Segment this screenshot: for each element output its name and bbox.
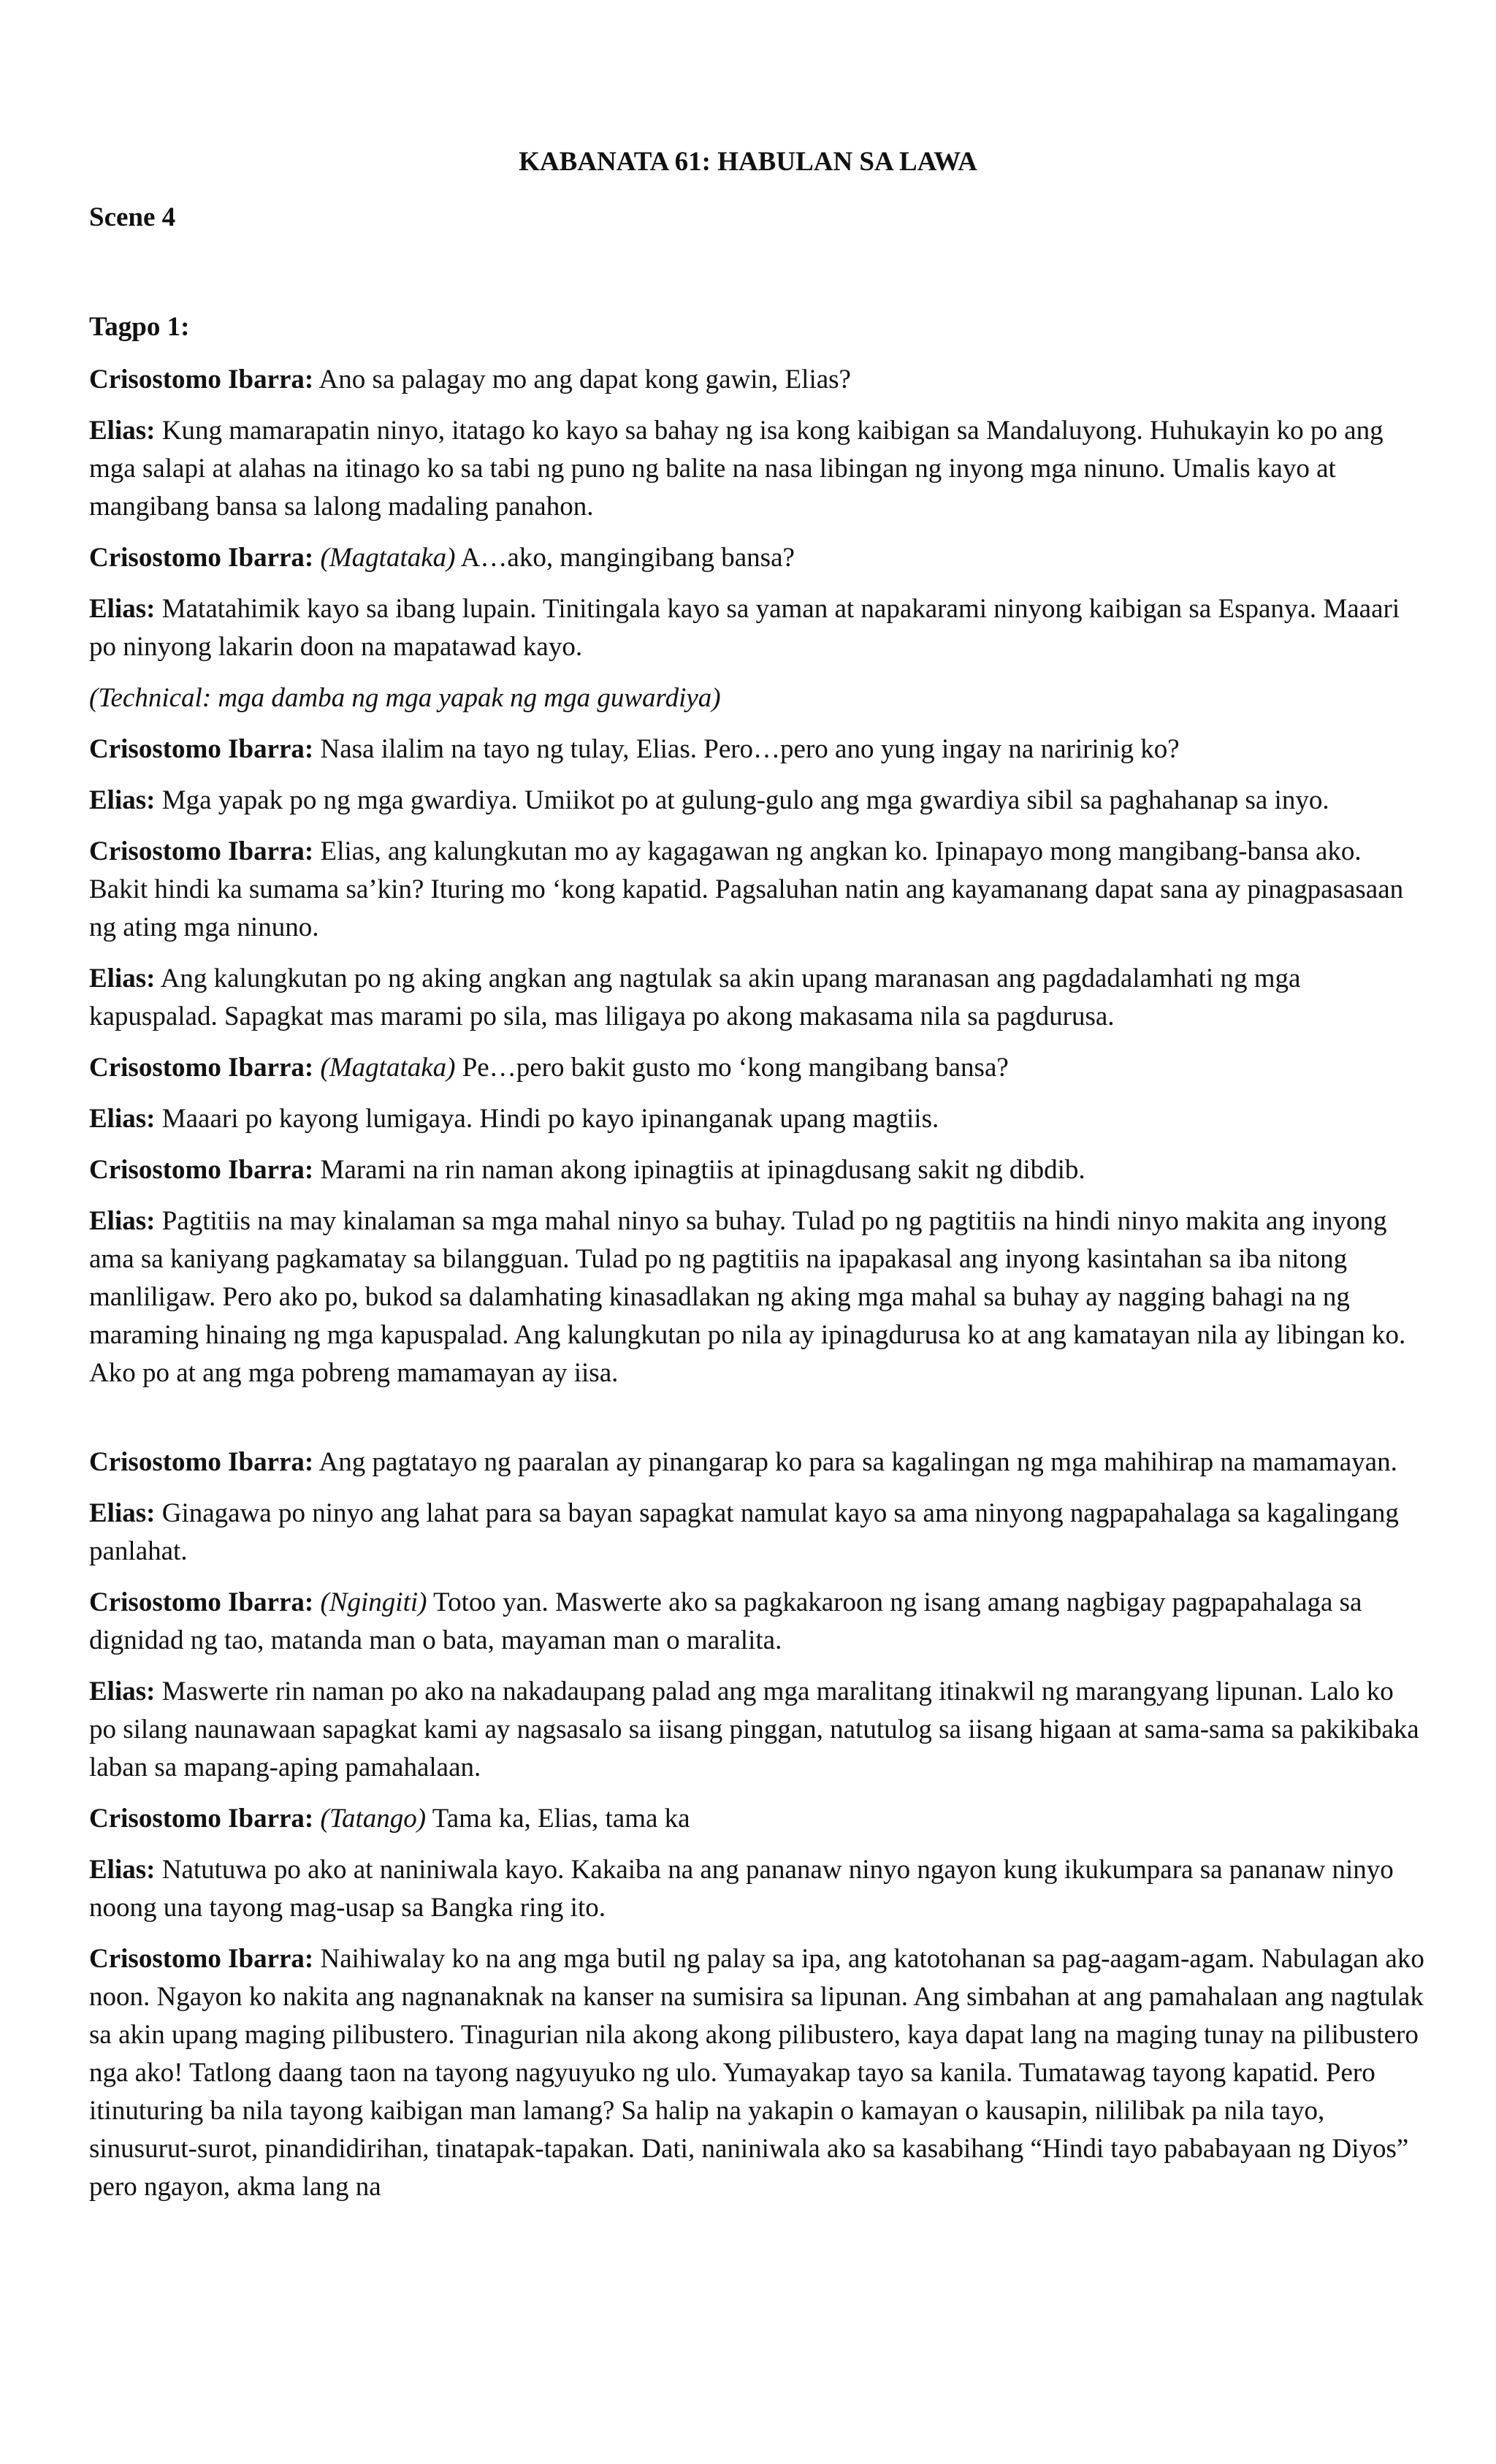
dialogue-text: Matatahimik kayo sa ibang lupain. Tinitingala kayo sa yaman at napakarami ninyong kaibigan sa Espanya. Maaari po ninyong lakarin doon na mapatawad kayo. [89,594,1400,662]
tagpo-label: Tagpo 1: [89,312,190,342]
dialogue-line [89,1940,1426,2206]
dialogue-text: Ano sa palagay mo ang dapat kong gawin, Elias? [313,365,851,394]
dialogue-text: Pe…pero bakit gusto mo ‘kong mangibang bansa? [455,1053,1009,1083]
scene-label: Scene 4 [89,202,176,232]
dialogue-line [89,590,1426,666]
speaker-name: Crisostomo Ibarra: [89,1447,314,1477]
speaker-name: Crisostomo Ibarra: [89,1944,314,1974]
technical-note: (Technical: mga damba ng mga yapak ng mga guwardiya) [89,683,721,713]
dialogue-line [89,1151,1426,1189]
speaker-name: Elias: [89,594,156,624]
dialogue-text: Maaari po kayong lumigaya. Hindi po kayo ipinanganak upang magtiis. [155,1104,939,1134]
dialogue-text: Kung mamarapatin ninyo, itatago ko kayo sa bahay ng isa kong kaibigan sa Mandaluyong. Huhukayin ko po ang mga salapi at alahas na itinago ko sa tabi ng puno ng balite na nasa libingan ng inyong mga ninuno. Umalis kayo at mangibang bansa sa lalong madaling panahon. [89,416,1384,522]
stage-direction: (Ngingiti) [320,1587,427,1617]
dialogue-text: Nasa ilalim na tayo ng tulay, Elias. Pero…pero ano yung ingay na naririnig ko? [313,734,1180,764]
dialogue-line [89,1495,1426,1571]
dialogue-text: Ang kalungkutan po ng aking angkan ang nagtulak sa akin upang maranasan ang pagdadalamhati ng mga kapuspalad. Sapagkat mas marami po sila, mas liligaya po akong makasama nila sa pagdurusa. [89,964,1301,1031]
dialogue-line [89,1049,1426,1087]
script-body [89,308,1426,2219]
dialogue-text: Naihiwalay ko na ang mga butil ng palay sa ipa, ang katotohanan sa pag-aagam-agam. Nabulagan ako noon. Ngayon ko nakita ang nagnanaknak na kanser na sumisira sa lipunan. Ang simbahan at ang pamahalaan ang nagtulak sa akin upang maging pilibustero. Tinagurian nila akong akong pilibustero, kaya dapat lang na maging tunay na pilibustero nga ako! Tatlong daang taon na tayong nagyuyuko ng ulo. Yumayakap tayo sa kanila. Tumatawag tayong kapatid. Pero itinuturing ba nila tayong kaibigan man lamang? Sa halip na yakapin o kamayan o kausapin, nililibak pa nila tayo, sinusurut-surot, pinandidirihan, tinatapak-tapakan. Dati, naniniwala ako sa kasabihang “Hindi tayo pababayaan ng Diyos” pero ngayon, akma lang na [89,1944,1424,2202]
speaker-name: Crisostomo Ibarra: [89,1155,314,1185]
stage-direction: (Magtataka) [320,543,456,573]
speaker-name: Elias: [89,964,156,993]
dialogue-line [89,1851,1426,1927]
dialogue-line [89,1800,1426,1838]
dialogue-line [89,1100,1426,1138]
speaker-name: Elias: [89,785,156,815]
stage-direction: (Tatango) [320,1804,427,1834]
dialogue-line [89,412,1426,526]
dialogue-text: Ang pagtatayo ng paaralan ay pinangarap ko para sa kagalingan ng mga mahihirap na mamamayan. [313,1447,1397,1477]
speaker-name: Crisostomo Ibarra: [89,365,314,394]
dialogue-text: Tama ka, Elias, tama ka [426,1804,690,1834]
speaker-name: Crisostomo Ibarra: [89,734,314,764]
dialogue-line [89,960,1426,1036]
speaker-name: Elias: [89,1498,156,1528]
dialogue-line [89,731,1426,768]
speaker-name: Crisostomo Ibarra: [89,836,314,866]
dialogue-text: Totoo yan. Maswerte ako sa pagkakaroon ng isang amang nagbigay pagpapahalaga sa dignidad ng tao, matanda man o bata, mayaman man o maralita. [89,1587,1362,1655]
dialogue-line [89,539,1426,577]
dialogue-line [89,1673,1426,1787]
dialogue-text: Elias, ang kalungkutan mo ay kagagawan ng angkan ko. Ipinapayo mong mangibang-bansa ako. Bakit hindi ka sumama sa’kin? Ituring mo ‘kong kapatid. Pagsaluhan natin ang kayamanang dapat sana ay pinagpasasaan ng ating mga ninuno. [89,836,1404,942]
speaker-name: Elias: [89,1677,156,1706]
speaker-name: Elias: [89,416,156,446]
speaker-name: Crisostomo Ibarra: [89,1053,314,1083]
dialogue-text: Natutuwa po ako at naniniwala kayo. Kakaiba na ang pananaw ninyo ngayon kung ikukumpara sa pananaw ninyo noong una tayong mag-usap sa Bangka ring ito. [89,1855,1394,1923]
dialogue-text: Ginagawa po ninyo ang lahat para sa bayan sapagkat namulat kayo sa ama ninyong nagpapahalaga sa kagalingang panlahat. [89,1498,1399,1566]
paragraph-gap [89,1405,1426,1443]
dialogue-text: Mga yapak po ng mga gwardiya. Umiikot po at gulung-gulo ang mga gwardiya sibil sa paghahanap sa inyo. [155,785,1329,815]
dialogue-line [89,1584,1426,1660]
speaker-name: Elias: [89,1206,156,1236]
dialogue-line [89,833,1426,947]
speaker-name: Elias: [89,1855,156,1885]
dialogue-text: Maswerte rin naman po ako na nakadaupang palad ang mga maralitang itinakwil ng marangyang lipunan. Lalo ko po silang naunawaan sapagkat kami ay nagsasalo sa iisang pinggan, natutulog sa iisang higaan at sama-sama sa pakikibaka laban sa mapang-aping pamahalaan. [89,1677,1419,1782]
speaker-name: Crisostomo Ibarra: [89,1587,314,1617]
dialogue-text: Pagtitiis na may kinalaman sa mga mahal ninyo sa buhay. Tulad po ng pagtitiis na hindi ninyo makita ang inyong ama sa kaniyang pagkamatay sa bilangguan. Tulad po ng pagtitiis na ipapakasal ang inyong kasintahan sa iba nitong manliligaw. Pero ako po, bukod sa dalamhating kinasadlakan ng aking mga mahal sa buhay ay nagging bahagi na ng maraming hinaing ng mga kapuspalad. Ang kalungkutan po nila ay ipinagdurusa ko at ang kamatayan nila ay libingan ko. Ako po at ang mga pobreng mamamayan ay iisa. [89,1206,1406,1388]
dialogue-line [89,782,1426,820]
dialogue-text: A…ako, mangingibang bansa? [455,543,795,573]
dialogue-line [89,1202,1426,1392]
dialogue-text: Marami na rin naman akong ipinagtiis at ipinagdusang sakit ng dibdib. [313,1155,1085,1185]
speaker-name: Elias: [89,1104,156,1134]
chapter-title: KABANATA 61: HABULAN SA LAWA [519,147,977,177]
stage-direction: (Magtataka) [320,1053,456,1083]
speaker-name: Crisostomo Ibarra: [89,543,314,573]
dialogue-line [89,1443,1426,1481]
speaker-name: Crisostomo Ibarra: [89,1804,314,1834]
dialogue-line [89,361,1426,399]
